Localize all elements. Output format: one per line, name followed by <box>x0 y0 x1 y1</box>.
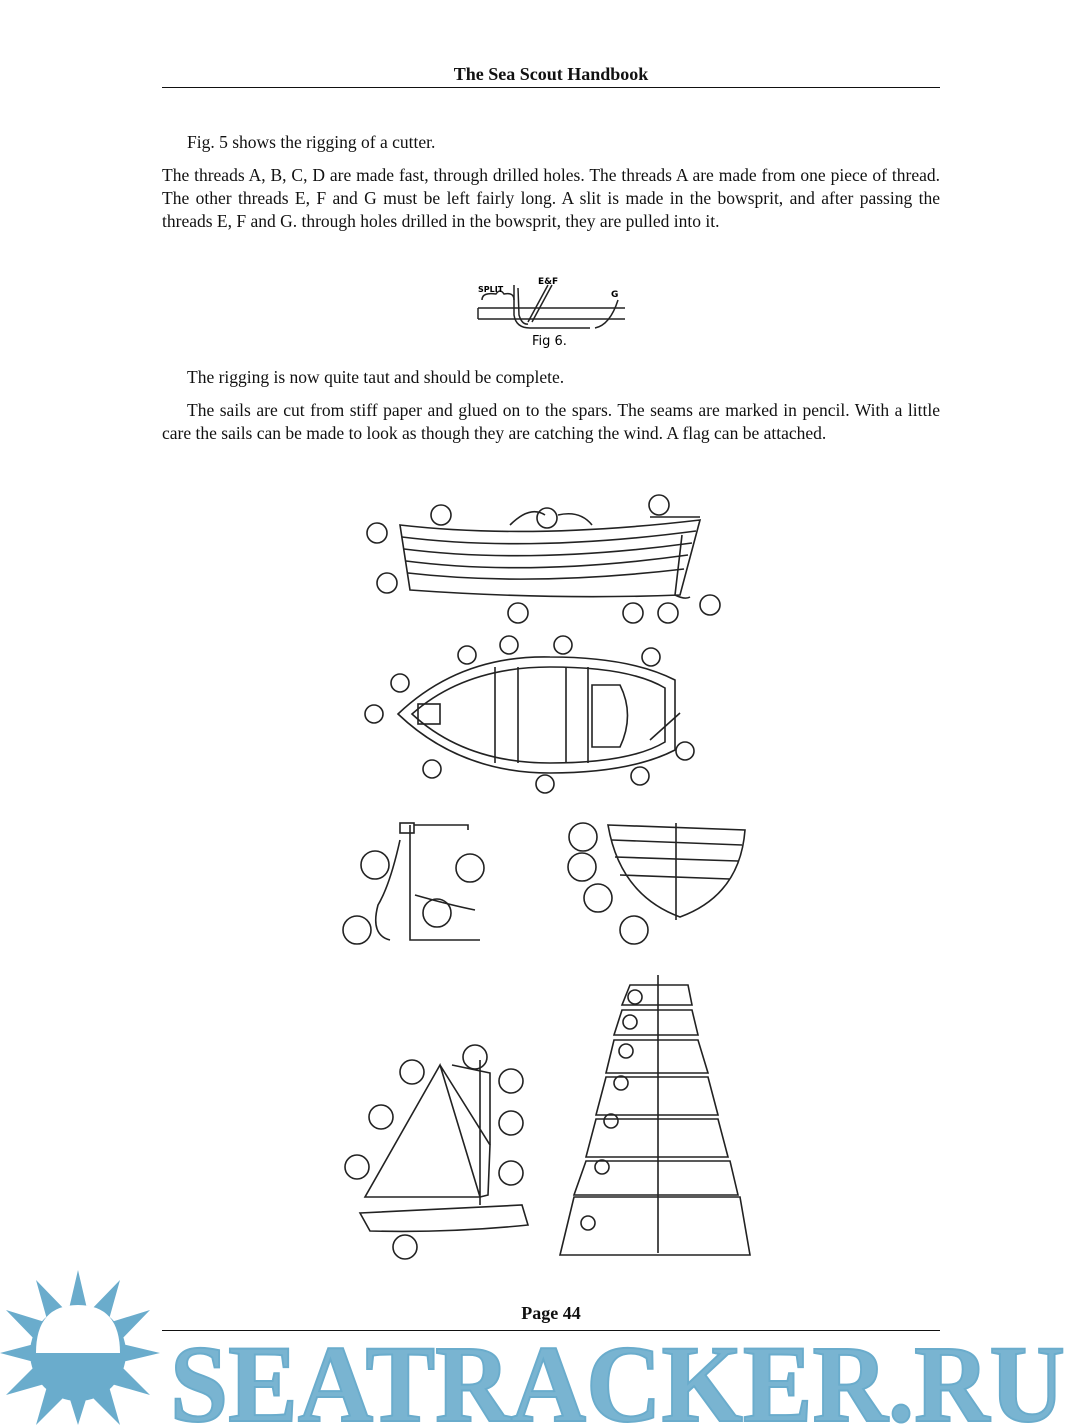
watermark-text: SEATRACKER.RU <box>170 1323 1065 1425</box>
footer-rule <box>162 1330 940 1331</box>
fig6-label-split: SPLIT <box>478 285 504 294</box>
page-number: Page 44 <box>521 1303 581 1323</box>
fig6-label-g: G <box>611 290 619 300</box>
sun-icon <box>0 1270 160 1425</box>
fig6-label-ef: E&F <box>538 277 559 287</box>
paragraph-4: The sails are cut from stiff paper and glued on to the spars. The seams are marked in pencil. With a little care the sails can be made to look as though they are catching the wind. A flag can be attached. <box>162 400 940 443</box>
paragraph-2: The threads A, B, C, D are made fast, through drilled holes. The threads A are made from one piece of thread. The other threads E, F and G must be left fairly long. A slit is made in the bowsprit, and after passing the threads E, F and G. through holes drilled in the bowsprit, they are pulled into it. <box>162 165 940 231</box>
page-header-title: The Sea Scout Handbook <box>453 64 649 84</box>
header-rule <box>162 87 940 88</box>
paragraph-1: Fig. 5 shows the rigging of a cutter. <box>187 132 436 152</box>
paragraph-3: The rigging is now quite taut and should be complete. <box>187 367 565 387</box>
seatracker-watermark-logo <box>0 1265 1080 1425</box>
fig6-caption: Fig 6. <box>532 334 567 349</box>
figure-6-diagram <box>470 270 640 355</box>
boat-illustrations <box>330 485 770 1270</box>
